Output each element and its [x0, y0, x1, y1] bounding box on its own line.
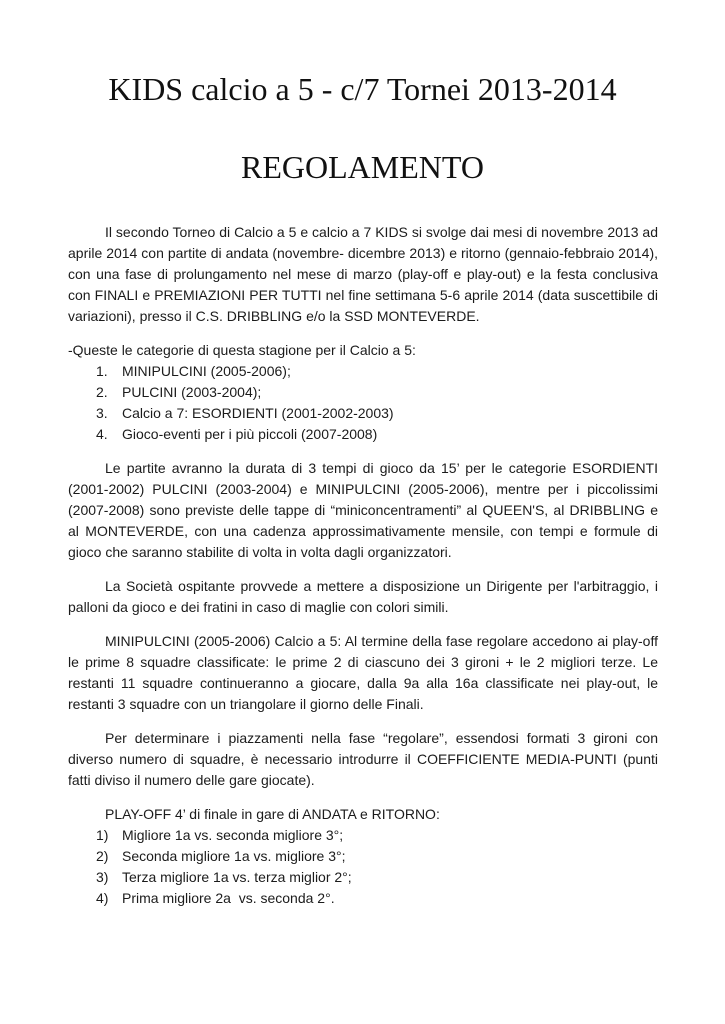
list-item — [68, 382, 658, 403]
coefficient-paragraph: Per determinare i piazzamenti nella fase “regolare”, essendosi formati 3 gironi con diverso numero di squadre, è necessario introdurre il COEFFICIENTE MEDIA-PUNTI (punti fatti diviso il numero delle gare giocate). — [68, 730, 662, 788]
categories-intro: -Queste le categorie di questa stagione per il Calcio a 5: — [68, 342, 416, 358]
list-marker: 1) — [96, 827, 109, 843]
list-marker: 4. — [96, 426, 108, 442]
list-item-text: MINIPULCINI (2005-2006); — [122, 363, 291, 379]
list-item — [68, 403, 658, 424]
minipulcini-paragraph: MINIPULCINI (2005-2006) Calcio a 5: Al termine della fase regolare accedono ai play-off le prime 8 squadre classificate: le prime 2 di ciascuno dei 3 gironi + le 2 migliori terze. Le restanti 11 squadre continueranno a giocare, dalla 9a alla 16a classificate nei play-out, le restanti 3 squadre con un triangolare il giorno delle Finali. — [68, 633, 666, 712]
list-item — [68, 825, 658, 846]
list-marker: 1. — [96, 363, 108, 379]
list-item-text: PULCINI (2003-2004); — [122, 384, 262, 400]
document-body — [0, 222, 725, 909]
list-marker: 4) — [96, 890, 109, 906]
list-item-text: Calcio a 7: ESORDIENTI (2001-2002-2003) — [122, 405, 394, 421]
list-item — [68, 867, 658, 888]
duration-paragraph: Le partite avranno la durata di 3 tempi di gioco da 15’ per le categorie ESORDIENTI (2001-2002) PULCINI (2003-2004) e MINIPULCINI (2005-2006), mentre per i piccolissimi (2007-2008) sono previste delle tappe di “miniconcentramenti” al QUEEN'S, al DRIBBLING e al MONTEVERDE, con una cadenza approssimativamente mensile, con tempi e formule di gioco che saranno stabilite di volta in volta dagli organizzatori. — [68, 460, 662, 560]
list-item-text: Gioco-eventi per i più piccoli (2007-2008) — [122, 426, 378, 442]
document-title: KIDS calcio a 5 - c/7 Tornei 2013-2014 — [108, 71, 617, 107]
list-marker: 3. — [96, 405, 108, 421]
list-item-text: Migliore 1a vs. seconda migliore 3°; — [122, 827, 344, 843]
categories-list — [68, 361, 658, 445]
playoff-heading: PLAY-OFF 4’ di finale in gare di ANDATA e RITORNO: — [105, 806, 440, 822]
list-item — [68, 424, 658, 445]
list-marker: 3) — [96, 869, 109, 885]
list-item-text: Prima migliore 2a vs. seconda 2°. — [122, 890, 335, 906]
list-marker: 2) — [96, 848, 109, 864]
playoff-list — [68, 825, 658, 909]
list-item-text: Terza migliore 1a vs. terza miglior 2°; — [122, 869, 352, 885]
list-item-text: Seconda migliore 1a vs. migliore 3°; — [122, 848, 346, 864]
intro-paragraph: Il secondo Torneo di Calcio a 5 e calcio a 7 KIDS si svolge dai mesi di novembre 2013 ad aprile 2014 con partite di andata (novembre- dicembre 2013) e ritorno (gennaio-febbraio 2014), con una fase di prolungamento nel mese di marzo (play-off e play-out) e la festa conclusiva con FINALI e PREMIAZIONI PER TUTTI nel fine settimana 5-6 aprile 2014 (data suscettibile di variazioni), presso il C.S. DRIBBLING e/o la SSD MONTEVERDE. — [68, 224, 662, 324]
list-marker: 2. — [96, 384, 108, 400]
document-subtitle: REGOLAMENTO — [241, 149, 484, 185]
list-item — [68, 846, 658, 867]
hosting-paragraph: La Società ospitante provvede a mettere a disposizione un Dirigente per l'arbitraggio, i palloni da gioco e dei fratini in caso di maglie con colori simili. — [68, 578, 662, 615]
list-item — [68, 361, 658, 382]
list-item — [68, 888, 658, 909]
